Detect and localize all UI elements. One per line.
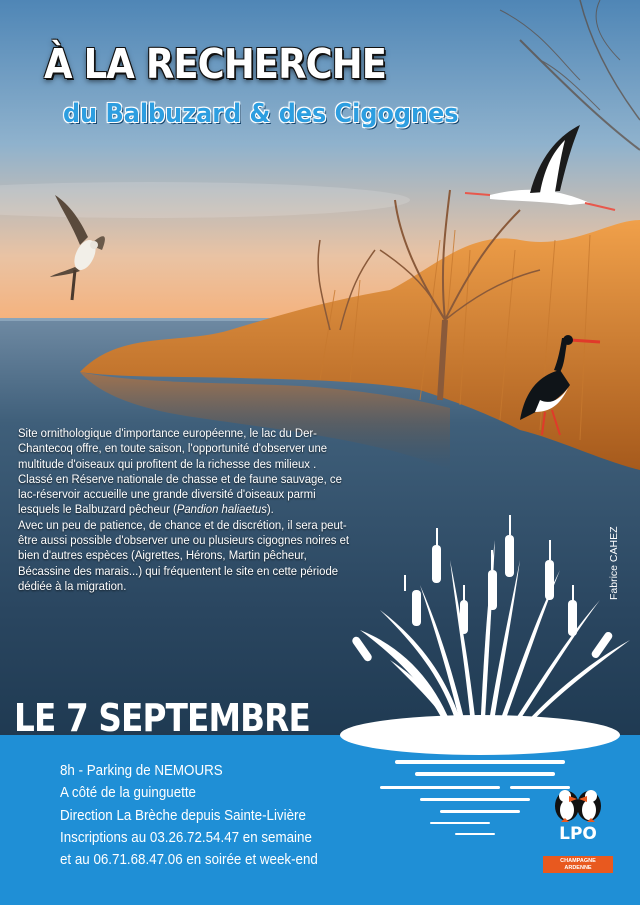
lpo-region-line2: ARDENNE: [564, 865, 592, 871]
species-latin-name: Pandion haliaetus: [176, 502, 267, 517]
lpo-wordmark: LPO: [559, 824, 597, 844]
detail-direction: Direction La Brèche depuis Sainte-Livière: [60, 806, 306, 824]
detail-phone-weekday: Inscriptions au 03.26.72.54.47 en semaine: [60, 828, 312, 846]
event-details: [60, 760, 318, 871]
description-paragraph-1: Site ornithologique d'importance européenne, le lac du Der-Chantecoq offre, en toute saison, l'opportunité d'observer une multitude d'oiseaux qui profitent de la richesse des milieux .: [18, 426, 328, 471]
description-p2-text: Classé en Réserve nationale de chasse et de faune sauvage, ce lac-réservoir accueille une grande diversité d'oiseaux parmi lesquels le Balbuzard pêcheur (: [18, 471, 342, 517]
detail-phone-evening: et au 06.71.68.47.06 en soirée et week-end: [60, 851, 318, 869]
detail-meeting-point: 8h - Parking de NEMOURS: [60, 762, 223, 779]
description-paragraph-3: Avec un peu de patience, de chance et de discrétion, il sera peut-être aussi possible d'observer une ou plusieurs cigognes noires et bien d'autres espèces (Aigrettes, Hérons, Martin pêcheur, Bécassine des marais...) qui fréquentent le site en cette période dédiée à la migration.: [18, 517, 350, 593]
event-date: LE 7 SEPTEMBRE: [14, 696, 310, 740]
puffin-icon: [543, 782, 613, 826]
poster-title: À LA RECHERCHE: [44, 40, 387, 88]
lpo-region-line1: CHAMPAGNE: [560, 858, 596, 864]
lpo-region-label: [543, 856, 613, 873]
lpo-logo: [543, 782, 613, 877]
description-paragraph-2: [18, 472, 350, 518]
detail-location-note: A côté de la guinguette: [60, 784, 196, 802]
poster-subtitle: du Balbuzard & des Cigognes: [63, 99, 459, 129]
photo-credit: Fabrice CAHEZ: [608, 526, 620, 600]
description-text: [18, 426, 350, 594]
description-p2-end: ).: [266, 502, 274, 517]
